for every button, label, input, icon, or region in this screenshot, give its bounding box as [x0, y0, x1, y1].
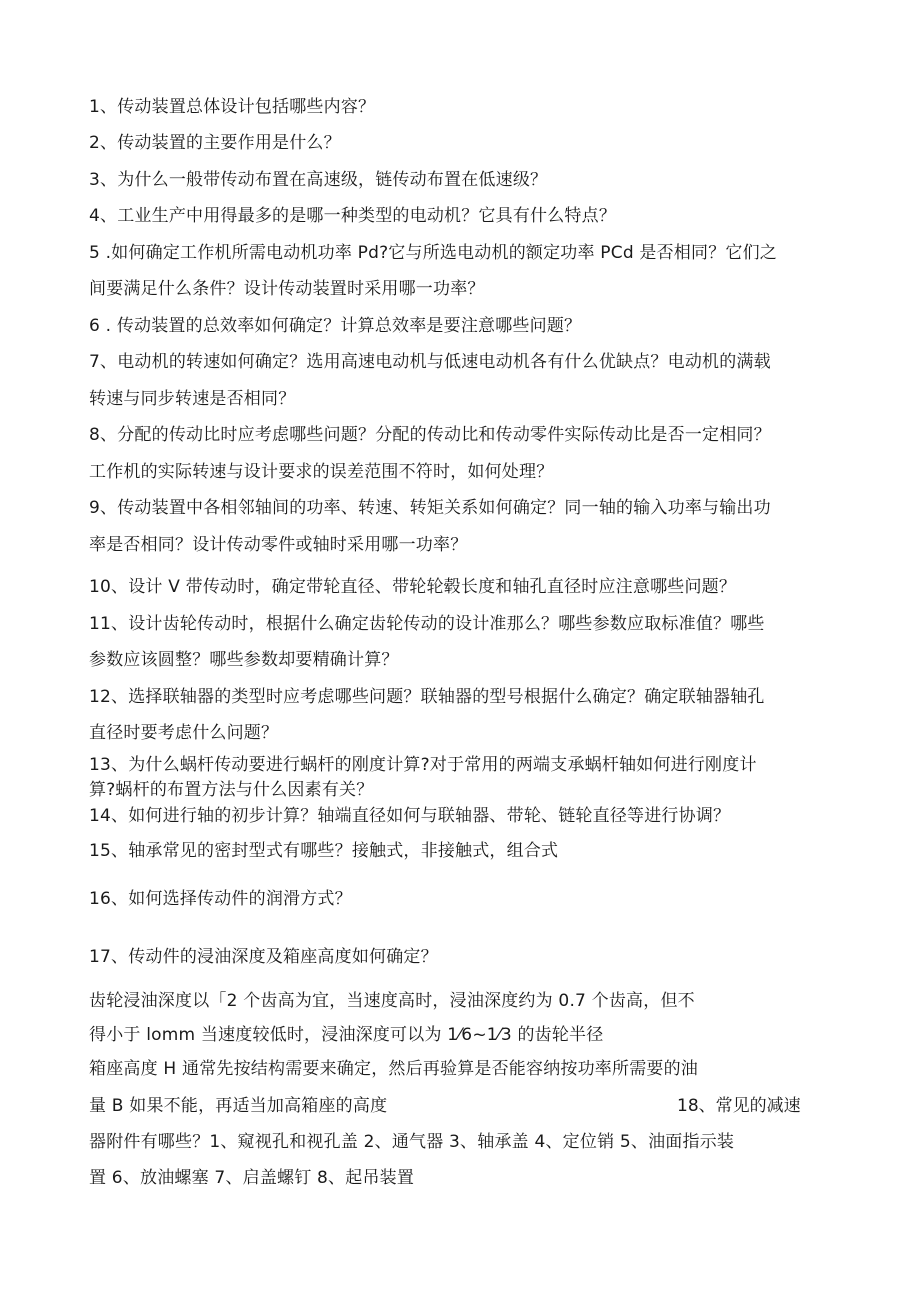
- text-line-17: 12、选择联轴器的类型时应考虑哪些问题？联轴器的型号根据什么确定？确定联轴器轴孔: [89, 687, 765, 707]
- text-line-9: 转速与同步转速是否相同？: [89, 389, 296, 409]
- text-line-22: 15、轴承常见的密封型式有哪些？接触式，非接触式，组合式: [89, 841, 559, 861]
- text-line-27: 箱座高度 H 通常先按结构需要来确定，然后再验算是否能容纳按功率所需要的油: [89, 1059, 698, 1079]
- text-line-2: 2、传动装置的主要作用是什么？: [89, 133, 341, 153]
- text-line-18: 直径时要考虑什么问题？: [89, 723, 279, 743]
- text-line-7: 6 . 传动装置的总效率如何确定？计算总效率是要注意哪些问题？: [89, 316, 582, 336]
- text-line-19: 13、为什么蜗杆传动要进行蜗杆的刚度计算?对于常用的两端支承蜗杆轴如何进行刚度计: [89, 755, 757, 775]
- text-line-16: 参数应该圆整？哪些参数却要精确计算？: [89, 650, 399, 670]
- text-line-28: 量 B 如果不能，再适当加高箱座的高度: [89, 1096, 388, 1116]
- text-line-5: 5 .如何确定工作机所需电动机功率 Pd?它与所选电动机的额定功率 PCd 是否相同？它们之: [89, 243, 778, 263]
- text-line-26: 得小于 lomm 当速度较低时，浸油深度可以为 1⁄6~1⁄3 的齿轮半径: [89, 1025, 604, 1045]
- text-line-29: 器附件有哪些？1、窥视孔和视孔盖 2、通气器 3、轴承盖 4、定位销 5、油面指示装: [89, 1132, 735, 1152]
- text-line-10: 8、分配的传动比时应考虑哪些问题？分配的传动比和传动零件实际传动比是否一定相同？: [89, 425, 771, 445]
- text-line-25: 齿轮浸油深度以「2 个齿高为宜，当速度高时，浸油深度约为 0.7 个齿高，但不: [89, 991, 695, 1011]
- text-line-28-right: 18、常见的减速: [677, 1096, 801, 1116]
- text-line-6: 间要满足什么条件？设计传动装置时采用哪一功率？: [89, 279, 485, 299]
- text-line-1: 1、传动装置总体设计包括哪些内容？: [89, 97, 376, 117]
- text-line-8: 7、电动机的转速如何确定？选用高速电动机与低速电动机各有什么优缺点？电动机的满载: [89, 352, 771, 372]
- text-line-23: 16、如何选择传动件的润滑方式？: [89, 889, 352, 909]
- text-line-21: 14、如何进行轴的初步计算？轴端直径如何与联轴器、带轮、链轮直径等进行协调？: [89, 806, 731, 826]
- text-line-11: 工作机的实际转速与设计要求的误差范围不符时，如何处理？: [89, 462, 554, 482]
- text-line-24: 17、传动件的浸油深度及箱座高度如何确定？: [89, 947, 438, 967]
- text-line-4: 4、工业生产中用得最多的是哪一种类型的电动机？它具有什么特点？: [89, 206, 617, 226]
- text-line-14: 10、设计 V 带传动时，确定带轮直径、带轮轮毂长度和轴孔直径时应注意哪些问题？: [89, 577, 737, 597]
- text-line-13: 率是否相同？设计传动零件或轴时采用哪一功率？: [89, 535, 468, 555]
- text-line-3: 3、为什么一般带传动布置在高速级，链传动布置在低速级？: [89, 170, 548, 190]
- text-line-20: 算?蜗杆的布置方法与什么因素有关？: [89, 780, 374, 800]
- text-line-30: 置 6、放油螺塞 7、启盖螺钉 8、起吊装置: [89, 1168, 415, 1188]
- text-line-15: 11、设计齿轮传动时，根据什么确定齿轮传动的设计准那么？哪些参数应取标准值？哪些: [89, 614, 765, 634]
- text-line-12: 9、传动装置中各相邻轴间的功率、转速、转矩关系如何确定？同一轴的输入功率与输出功: [89, 498, 771, 518]
